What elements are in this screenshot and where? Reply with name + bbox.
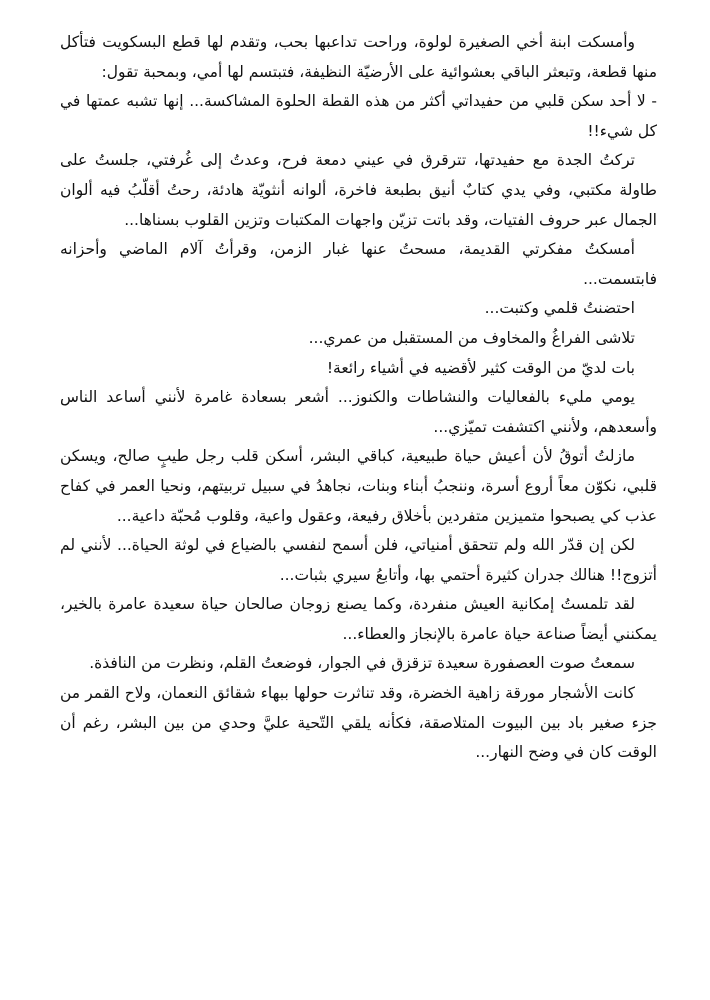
paragraph: لقد تلمستُ إمكانية العيش منفردة، وكما يصنع زوجان صالحان حياة سعيدة عامرة بالخير، يمكنني أيضاً صناعة حياة عامرة بالإنجاز والعطاء... bbox=[60, 595, 657, 643]
paragraph: - لا أحد سكن قلبي من حفيداتي أكثر من هذه القطة الحلوة المشاكسة... إنها تشبه عمتها في كل شيء!! bbox=[60, 92, 657, 140]
paragraph: سمعتُ صوت العصفورة سعيدة تزقزق في الجوار، فوضعتُ القلم، ونظرت من النافذة. bbox=[89, 654, 635, 673]
paragraph: أمسكتُ مفكرتي القديمة، مسحتُ عنها غبار الزمن، وقرأتُ آلام الماضي وأحزانه فابتسمت... bbox=[60, 240, 657, 288]
paragraph: لكن إن قدّر الله ولم تتحقق أمنياتي، فلن أسمح لنفسي بالضياع في لوثة الحياة... لأنني لم أتزوج!! هنالك جدران كثيرة أحتمي بها، وأتابعُ سيري بثبات... bbox=[60, 536, 657, 584]
paragraph: تركتُ الجدة مع حفيدتها، تترقرق في عيني دمعة فرح، وعدتُ إلى غُرفتي، جلستُ على طاولة مكتبي، وفي يدي كتابٌ أنيق بطبعة فاخرة، ألوانه أنثويّة هادئة، رحتُ أقلّبُ فيه ألوان الجمال عبر حروف الفتيات، وقد باتت تزيّن واجهات المكتبات وتزين القلوب بسناها... bbox=[60, 151, 657, 229]
paragraph: كانت الأشجار مورقة زاهية الخضرة، وقد تناثرت حولها ببهاء شقائق النعمان، ولاح القمر من جزء صغير باد بين البيوت المتلاصقة، فكأنه يلقي التّحية عليَّ وحدي من بين البشر، رغم أن الوقت كان في وضح النهار... bbox=[60, 684, 657, 762]
paragraph: وأمسكت ابنة أخي الصغيرة لولوة، وراحت تداعبها بحب، وتقدم لها قطع البسكويت فتأكل منها قطعة، وتبعثر الباقي بعشوائية على الأرضيّة النظيفة، فتبتسم لها أمي، وبمحبة تقول: bbox=[60, 33, 657, 81]
document-body bbox=[60, 28, 657, 768]
paragraph: بات لديّ من الوقت كثير لأقضيه في أشياء رائعة! bbox=[326, 358, 635, 377]
paragraph: تلاشى الفراغُ والمخاوف من المستقبل من عمري... bbox=[308, 328, 635, 347]
paragraph: احتضنتُ قلمي وكتبت... bbox=[484, 299, 635, 318]
paragraph: يومي مليء بالفعاليات والنشاطات والكنوز... أشعر بسعادة غامرة لأنني أساعد الناس وأسعدهم، ولأنني اكتشفت تميّزي... bbox=[60, 388, 657, 436]
paragraph: مازلتُ أتوقُ لأن أعيش حياة طبيعية، كباقي البشر، أسكن قلب رجل طيبٍ صالح، ويسكن قلبي، نكوّن معاً أروع أسرة، وننجبُ أبناء وبنات، نجاهدُ في سبيل تربيتهم، ونحيا العمر في كفاح عذب كي يصبحوا متميزين متفردين بأخلاق رفيعة، وعقول واعية، وقلوب مُحبّة داعية... bbox=[60, 447, 657, 525]
